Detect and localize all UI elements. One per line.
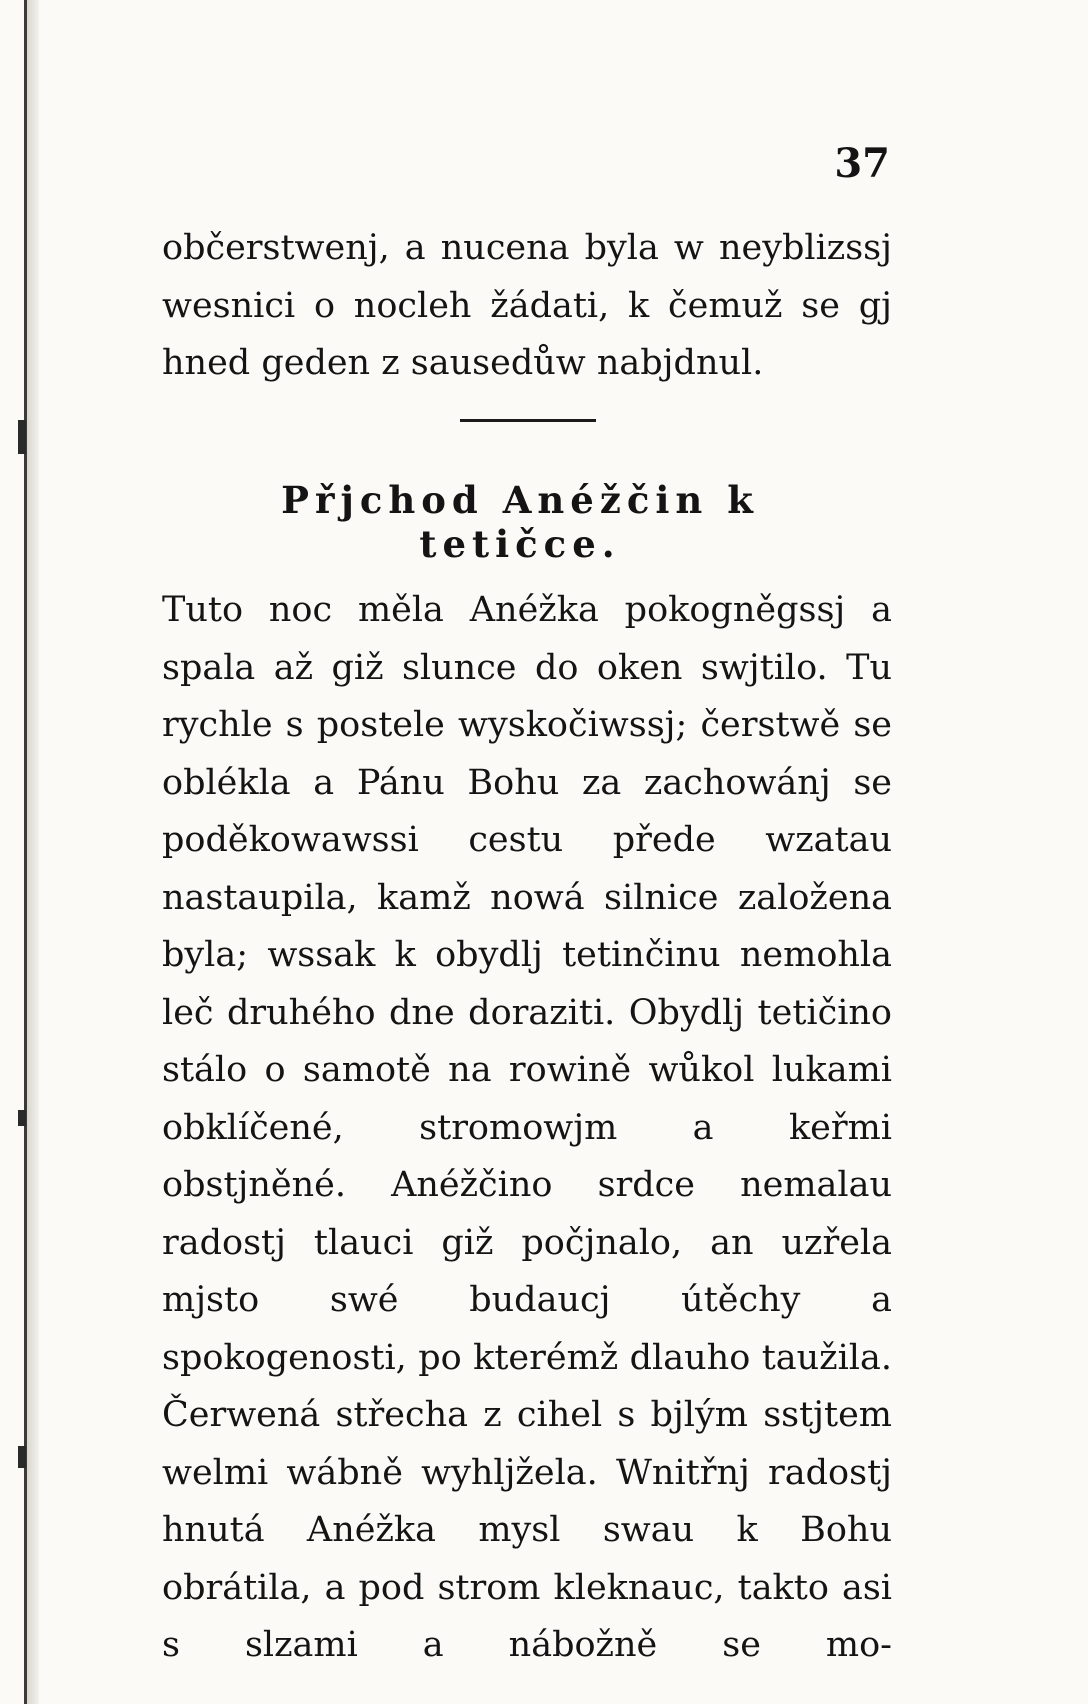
paragraph-main: Tuto noc měla Anéžka pokogněgssj a spala až giž slunce do oken swjtilo. Tu rychle s postele wyskočiwssj; čerstwě se oblékla a Pánu Bohu za zachowánj se poděkowawssi cestu přede wzatau nastaupila, kamž nowá silnice založena byla; wssak k obydlj tetinčinu nemohla leč druhého dne doraziti. Obydlj tetičino stálo o samotě na rowině wůkol lukami obklíčené, stromowjm a keřmi obstjněné. Anéžčino srdce nemalau radostj tlauci giž počjnalo, an uzřela mjsto swé budaucj útěchy a spokogenosti, po kterémž dlauho taužila. Čerwená střecha z cihel s bjlým sstjtem welmi wábně wyhljžela. Wnitřnj radostj hnutá Anéžka mysl swau k Bohu obrátila, a pod strom kleknauc, takto asi s slzami a nábožně se mo- <box>162 590 892 1665</box>
page-gutter <box>24 0 39 1704</box>
binding-mark <box>18 1446 26 1468</box>
section-divider <box>460 419 596 422</box>
binding-mark <box>18 420 26 454</box>
page-number: 37 <box>834 140 890 187</box>
binding-mark <box>18 1110 26 1126</box>
chapter-heading: Přjchod Anéžčin k tetičce. <box>281 478 759 566</box>
paragraph-continuation: občerstwenj, a nucena byla w neyblizssj wesnici o nocleh žádati, k čemuž se gj hned geden z sausedůw nabjdnul. <box>162 228 892 383</box>
